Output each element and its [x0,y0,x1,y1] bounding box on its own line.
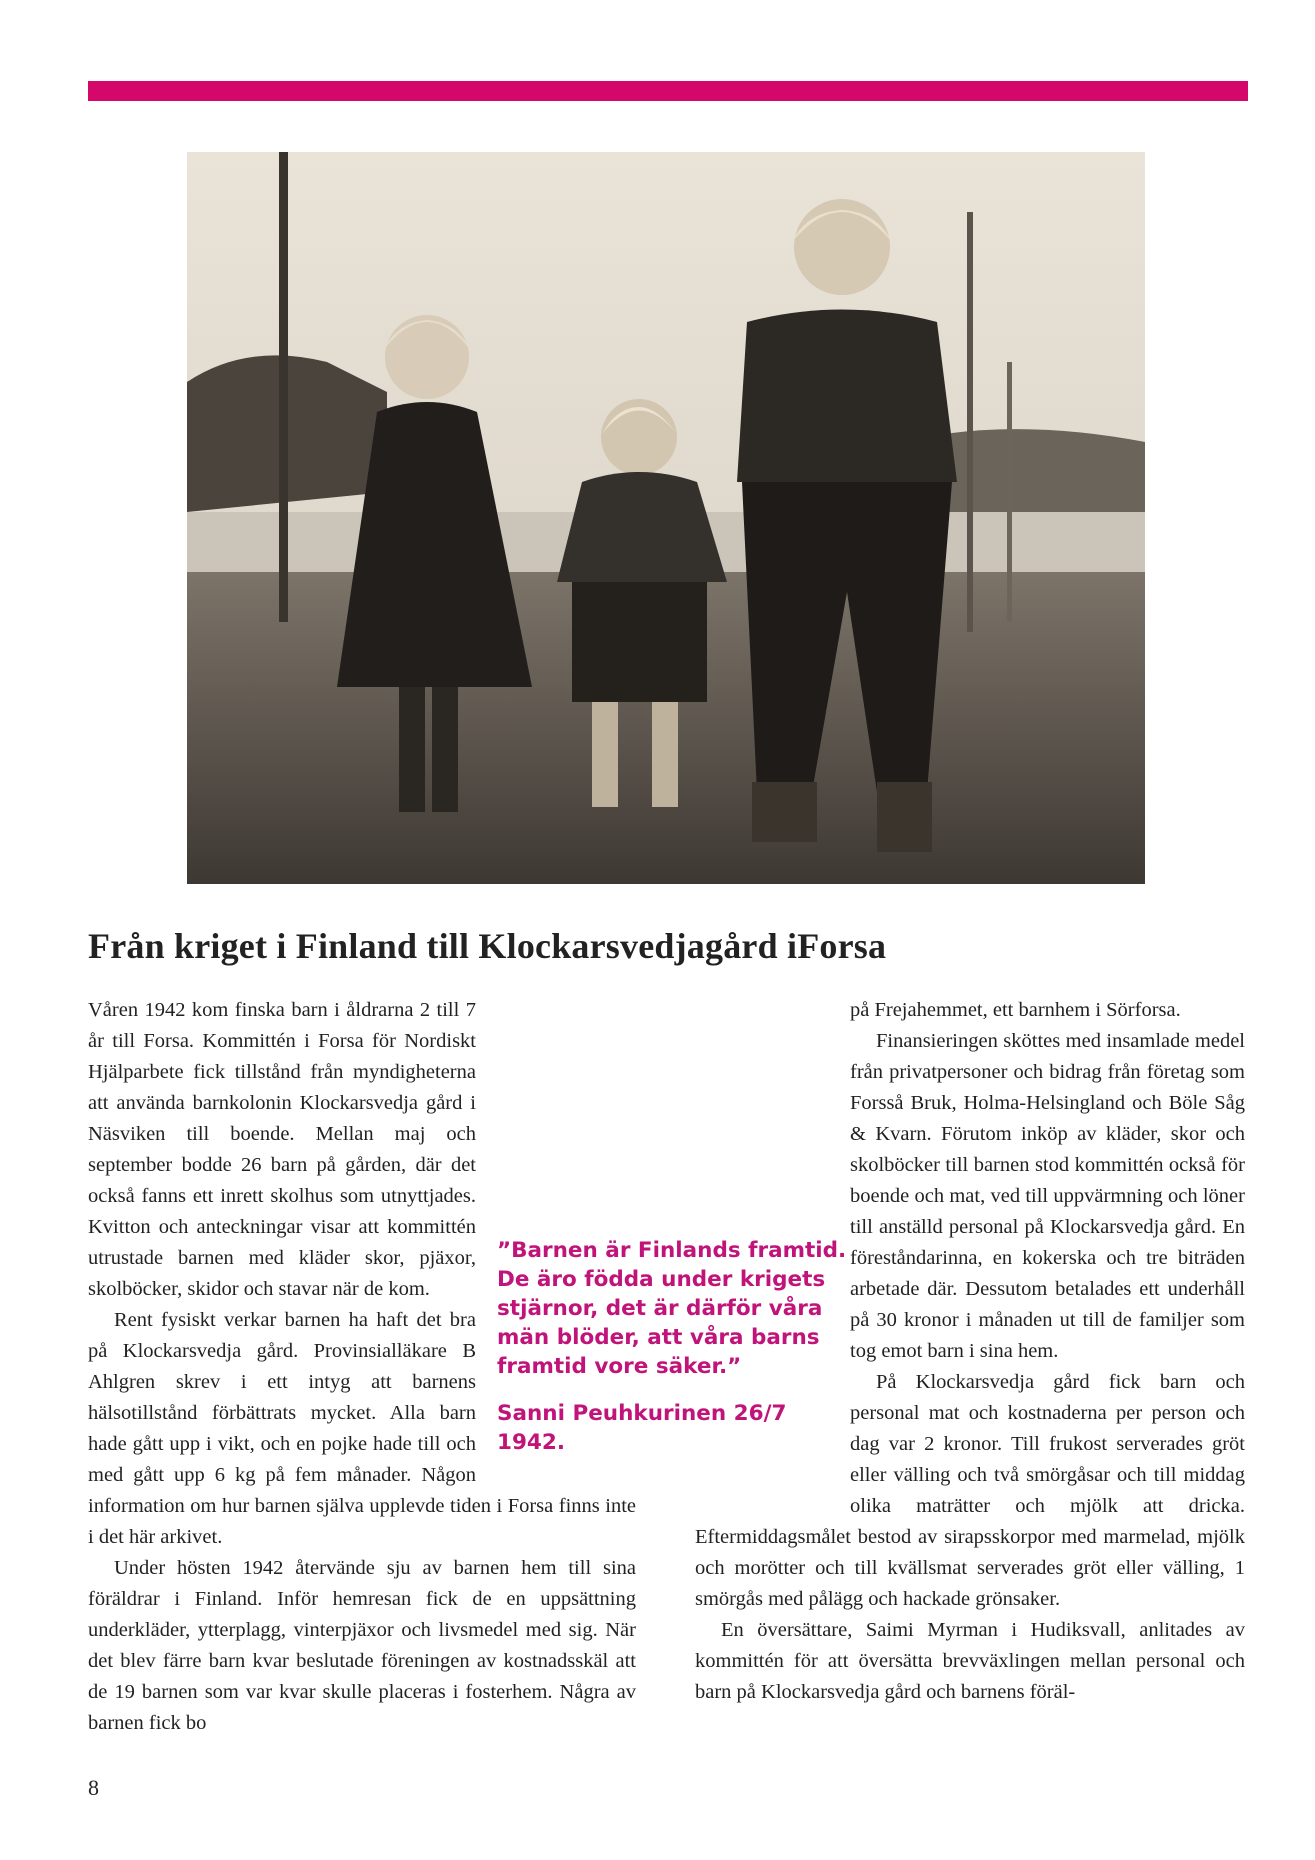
paragraph: Under hösten 1942 återvände sju av barnen hem till sina föräldrar i Finland. Inför hemresan fick de en uppsättning underkläder, ytterplagg, vinterpjäxor och livsmedel med sig. När det blev färre barn kvar beslutade föreningen av kostnadsskäl att de 19 barnen som var kvar skulle placeras i fosterhem. Några av barnen fick bo [88,1557,636,1734]
paragraph: Rent fysiskt verkar barnen ha haft det bra på Klockarsvedja gård. Provinsialläkare B Ahlgren skrev i ett intyg att barnens hälsotillstånd förbättrats mycket. Alla barn hade gått upp i vikt, och en pojke hade till och med gått upp 6 kg på fem månader. Någon information om hur barnen själva upplevde tiden i Forsa finns inte i det här arkivet. [88,1309,636,1548]
historical-photo [187,152,1145,884]
paragraph: Finansieringen sköttes med insamlade medel från privatpersoner och bidrag från företag som Forsså Bruk, Holma-Helsingland och Böle Såg & Kvarn. Förutom inköp av kläder, skor och skolböcker till barnen stod kommittén också för boende och mat, ved till uppvärmning och löner till anställd personal på Klockarsvedja gård. En föreståndarinna, en kokerska och tre biträden arbetade där. Dessutom betalades ett underhåll på 30 kronor i månaden ut till de familjer som tog emot barn i sina hem. [850,1030,1245,1362]
paragraph: På Klockarsvedja gård fick barn och personal mat och kostnaderna per person och dag var 2 kronor. Till frukost serverades gröt eller välling och två smörgåsar och till middag olika maträtter och mjölk att dricka. Eftermiddagsmålet bestod av sirapsskorpor med marmelad, mjölk och morötter och till kvällsmat serverades gröt eller välling, 1 smörgås med pålägg och hackade grönsaker. [695,1371,1245,1610]
paragraph: på Frejahemmet, ett barnhem i Sörforsa. [850,999,1181,1021]
paragraph: En översättare, Saimi Myrman i Hudiksvall, anlitades av kommittén för att översätta brevväxlingen mellan personal och barn på Klockarsvedja gård och barnens föräl- [695,1619,1245,1703]
article-title: Från kriget i Finland till Klockarsvedjagård iForsa [88,926,887,966]
three-children-photo-icon [187,152,1145,884]
paragraph: Våren 1942 kom finska barn i åldrarna 2 till 7 år till Forsa. Kommittén i Forsa för Nordiskt Hjälparbete fick tillstånd från myndigheterna att använda barnkolonin Klockarsvedja gård i Näsviken till boende. Mellan maj och september bodde 26 barn på gården, där det också fanns ett inrett skolhus som utnyttjades. Kvitton och anteckningar visar att kommittén utrustade barnen med kläder skor, pjäxor, skolböcker, skidor och stavar när de kom. [88,999,476,1300]
pull-quote-attribution: Sanni Peuhkurinen 26/7 1942. [497,1401,787,1455]
pull-quote-text: ”Barnen är Finlands framtid. De äro födda under krigets stjärnor, det är därför våra män blöder, att våra barns framtid vore säker.” [497,1238,847,1379]
page-number: 8 [88,1775,99,1800]
accent-bar [88,81,1248,101]
pull-quote [497,1236,852,1457]
